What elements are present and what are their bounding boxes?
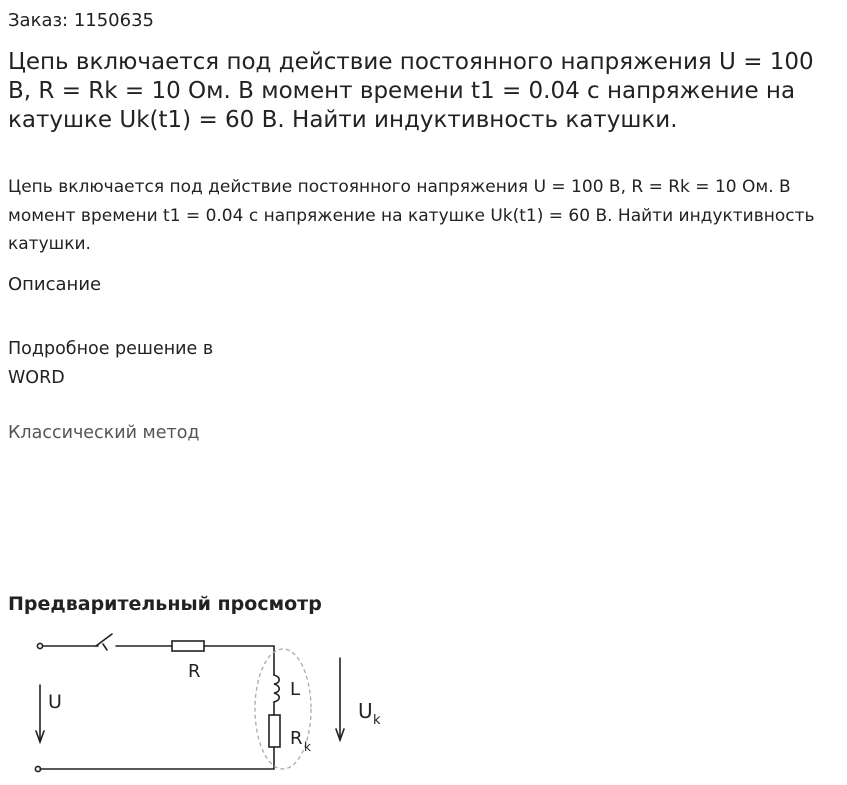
- solution-format-text: Подробное решение в WORD: [8, 339, 214, 388]
- resistor-rk-subscript: k: [304, 740, 311, 754]
- top-wire-right: [204, 646, 274, 675]
- inductor-coil: [274, 675, 279, 702]
- coil-voltage-label: U: [358, 699, 373, 723]
- description-label: Описание: [8, 274, 102, 295]
- resistor-r: [172, 641, 204, 651]
- preview-heading: Предварительный просмотр: [8, 593, 322, 615]
- source-voltage-label: U: [48, 691, 62, 713]
- bottom-wire: [40, 747, 274, 769]
- circuit-diagram: [20, 625, 400, 783]
- switch-contact: [103, 644, 107, 650]
- resistor-r-label: R: [188, 661, 201, 682]
- coil-outline: [255, 649, 311, 769]
- inductor-label: L: [290, 679, 301, 700]
- task-description: Цепь включается под действие постоянного напряжения U = 100 В, R = Rk = 10 Ом. В момент времени t1 = 0.04 с напряжение на катушке Uk(t1) = 60 В. Найти индуктивность катушки.: [8, 177, 815, 254]
- resistor-rk-label: R: [290, 728, 303, 749]
- method-text: Классический метод: [8, 423, 200, 443]
- page-title: Цепь включается под действие постоянного напряжения U = 100 В, R = Rk = 10 Ом. В момент времени t1 = 0.04 с напряжение на катушке Uk(t1) = 60 В. Найти индуктивность катушки.: [8, 49, 814, 133]
- order-number: Заказ: 1150635: [8, 10, 154, 31]
- resistor-rk: [269, 715, 280, 747]
- bottom-terminal: [35, 766, 40, 771]
- coil-voltage-subscript: k: [373, 713, 381, 728]
